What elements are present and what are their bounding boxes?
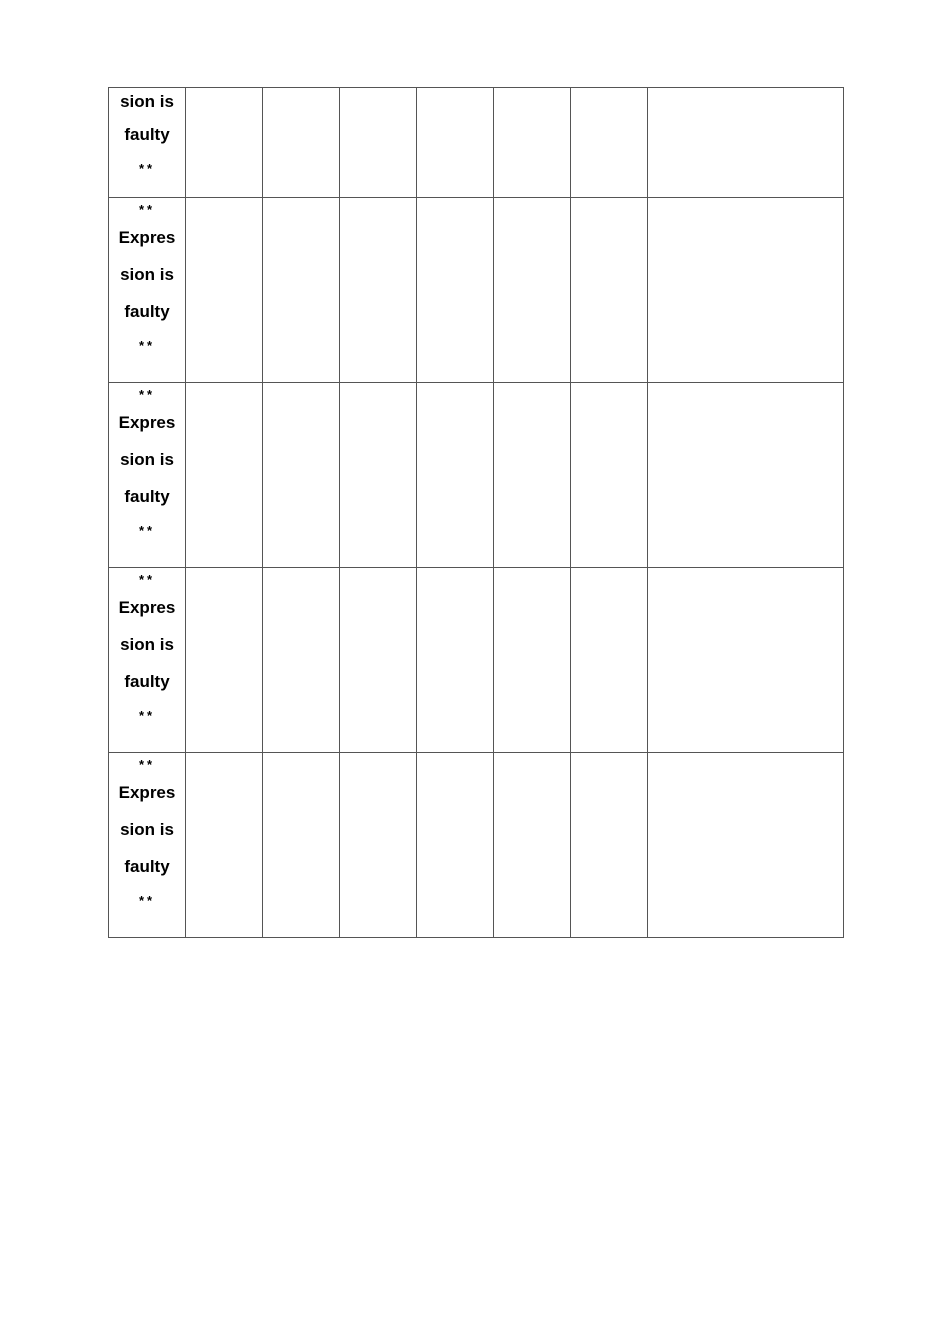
table-cell [494,198,571,383]
table-cell [186,88,263,198]
label-line: Expres [118,413,176,432]
table-cell [186,568,263,753]
label-stars: ** [138,572,156,587]
table-cell [417,383,494,568]
label-line: Expres [118,598,176,617]
table-cell [417,753,494,938]
table-cell [494,88,571,198]
label-stars: ** [138,387,156,402]
table-cell [648,568,844,753]
table-cell [417,198,494,383]
label-line: faulty [124,302,170,321]
label-line: sion is [120,450,174,469]
label-line: sion is [120,820,174,839]
label-stars: ** [138,338,156,353]
table-cell [186,198,263,383]
table-cell [186,383,263,568]
table-cell [648,198,844,383]
table-cell [340,88,417,198]
label-line: sion is [120,265,174,284]
label-line: faulty [124,125,170,144]
label-line: faulty [124,672,170,691]
label-line: sion is [120,92,174,111]
table-cell [571,568,648,753]
label-stars: ** [138,161,156,176]
table-cell [571,383,648,568]
table-cell [494,383,571,568]
label-line: Expres [118,228,176,247]
table-cell [263,568,340,753]
table-cell [571,88,648,198]
table-cell [648,383,844,568]
label-stars: ** [138,893,156,908]
table-row [109,198,844,383]
label-line: sion is [120,635,174,654]
table-row [109,753,844,938]
table-cell [263,198,340,383]
table-cell [340,568,417,753]
table-cell [571,198,648,383]
data-table [108,87,844,938]
table-row [109,568,844,753]
table-row [109,88,844,198]
table-cell [648,88,844,198]
table-cell [340,383,417,568]
row-label-cell [109,383,186,568]
table-cell [417,88,494,198]
table-cell [263,383,340,568]
table-cell [494,568,571,753]
label-line: Expres [118,783,176,802]
table-cell [263,753,340,938]
label-stars: ** [138,708,156,723]
table-cell [186,753,263,938]
label-stars: ** [138,757,156,772]
table-cell [571,753,648,938]
table-cell [494,753,571,938]
row-label-cell [109,753,186,938]
table-cell [263,88,340,198]
row-label-cell [109,88,186,198]
row-label-cell [109,198,186,383]
label-stars: ** [138,523,156,538]
label-line: faulty [124,857,170,876]
label-line: faulty [124,487,170,506]
table-cell [417,568,494,753]
table-row [109,383,844,568]
label-stars: ** [138,202,156,217]
table-cell [340,753,417,938]
row-label-cell [109,568,186,753]
table-cell [648,753,844,938]
table-cell [340,198,417,383]
